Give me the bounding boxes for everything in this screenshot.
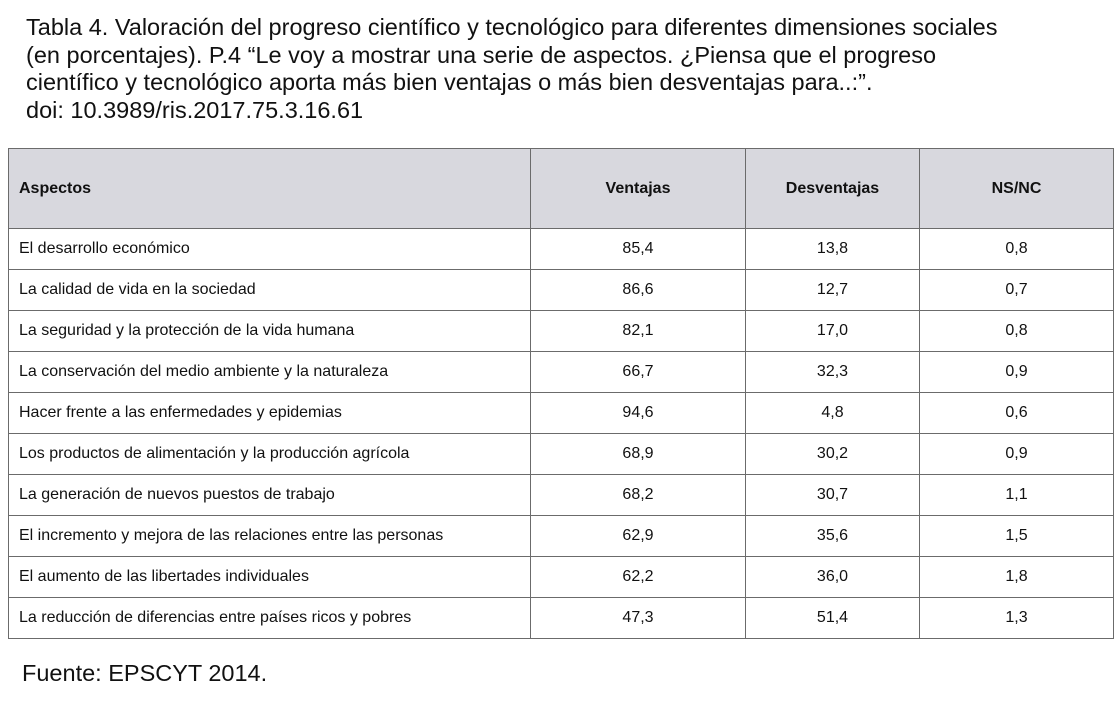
cell-nsnc: 0,7 <box>920 270 1114 311</box>
cell-aspect: La seguridad y la protección de la vida humana <box>9 311 531 352</box>
cell-desventajas: 30,7 <box>746 475 920 516</box>
cell-ventajas: 86,6 <box>531 270 746 311</box>
header-ventajas: Ventajas <box>531 149 746 229</box>
header-aspectos: Aspectos <box>9 149 531 229</box>
table-row <box>9 393 1114 434</box>
data-table <box>8 148 1114 639</box>
cell-desventajas: 17,0 <box>746 311 920 352</box>
cell-aspect: Hacer frente a las enfermedades y epidemias <box>9 393 531 434</box>
table-header-row <box>9 149 1114 229</box>
table-row <box>9 434 1114 475</box>
cell-desventajas: 4,8 <box>746 393 920 434</box>
cell-desventajas: 32,3 <box>746 352 920 393</box>
cell-aspect: El desarrollo económico <box>9 229 531 270</box>
caption-line: (en porcentajes). P.4 “Le voy a mostrar una serie de aspectos. ¿Piensa que el progreso <box>26 41 937 68</box>
cell-ventajas: 94,6 <box>531 393 746 434</box>
table-row <box>9 557 1114 598</box>
cell-desventajas: 12,7 <box>746 270 920 311</box>
cell-aspect: La reducción de diferencias entre países ricos y pobres <box>9 598 531 639</box>
cell-aspect: Los productos de alimentación y la producción agrícola <box>9 434 531 475</box>
cell-nsnc: 1,5 <box>920 516 1114 557</box>
cell-ventajas: 62,9 <box>531 516 746 557</box>
table-row <box>9 311 1114 352</box>
table-row <box>9 475 1114 516</box>
table-caption <box>26 14 1116 124</box>
cell-ventajas: 62,2 <box>531 557 746 598</box>
caption-doi: doi: 10.3989/ris.2017.75.3.16.61 <box>26 96 364 123</box>
header-desventajas: Desventajas <box>746 149 920 229</box>
cell-ventajas: 68,2 <box>531 475 746 516</box>
cell-ventajas: 82,1 <box>531 311 746 352</box>
caption-line: científico y tecnológico aporta más bien ventajas o más bien desventajas para..:”. <box>26 69 873 95</box>
cell-aspect: La generación de nuevos puestos de trabajo <box>9 475 531 516</box>
cell-nsnc: 0,9 <box>920 352 1114 393</box>
cell-nsnc: 1,3 <box>920 598 1114 639</box>
cell-nsnc: 0,8 <box>920 229 1114 270</box>
cell-desventajas: 13,8 <box>746 229 920 270</box>
cell-nsnc: 0,8 <box>920 311 1114 352</box>
table-row <box>9 270 1114 311</box>
header-nsnc: NS/NC <box>920 149 1114 229</box>
cell-ventajas: 47,3 <box>531 598 746 639</box>
source-note: Fuente: EPSCYT 2014. <box>22 660 268 686</box>
table-row <box>9 352 1114 393</box>
table-row <box>9 516 1114 557</box>
cell-aspect: La conservación del medio ambiente y la naturaleza <box>9 352 531 393</box>
cell-ventajas: 68,9 <box>531 434 746 475</box>
cell-desventajas: 51,4 <box>746 598 920 639</box>
cell-aspect: La calidad de vida en la sociedad <box>9 270 531 311</box>
cell-nsnc: 1,8 <box>920 557 1114 598</box>
cell-aspect: El aumento de las libertades individuales <box>9 557 531 598</box>
cell-ventajas: 66,7 <box>531 352 746 393</box>
caption-line: Tabla 4. Valoración del progreso científico y tecnológico para diferentes dimensiones sociales <box>26 14 998 40</box>
table-row <box>9 229 1114 270</box>
cell-desventajas: 35,6 <box>746 516 920 557</box>
cell-ventajas: 85,4 <box>531 229 746 270</box>
table-row <box>9 598 1114 639</box>
cell-desventajas: 30,2 <box>746 434 920 475</box>
cell-nsnc: 0,9 <box>920 434 1114 475</box>
cell-desventajas: 36,0 <box>746 557 920 598</box>
cell-nsnc: 1,1 <box>920 475 1114 516</box>
cell-nsnc: 0,6 <box>920 393 1114 434</box>
cell-aspect: El incremento y mejora de las relaciones entre las personas <box>9 516 531 557</box>
